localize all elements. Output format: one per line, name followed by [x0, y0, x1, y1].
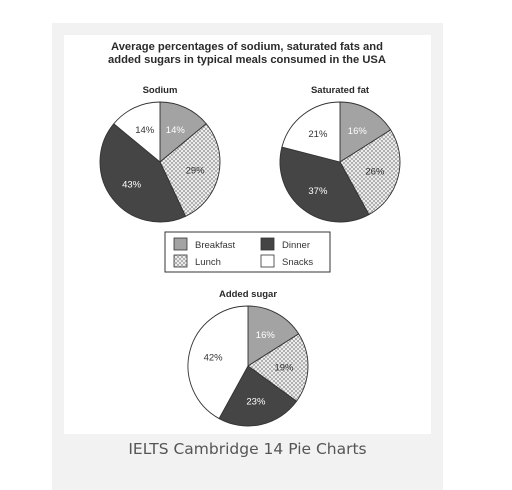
legend-swatch-dinner	[261, 238, 274, 250]
image-caption: IELTS Cambridge 14 Pie Charts	[128, 440, 367, 458]
pie-label-sodium-dinner: 43%	[122, 179, 142, 191]
pie-label-saturated-fat-snacks: 21%	[308, 129, 328, 141]
legend-swatch-lunch	[174, 255, 187, 267]
pie-label-added-sugar-lunch: 19%	[274, 362, 294, 374]
pie-charts-svg	[64, 35, 431, 434]
pie-title-sodium: Sodium	[142, 85, 178, 96]
chart-figure	[64, 35, 431, 434]
legend-label-lunch: Lunch	[195, 257, 221, 268]
pie-label-saturated-fat-breakfast: 16%	[347, 126, 367, 137]
pie-label-sodium-breakfast: 14%	[165, 124, 185, 136]
legend	[165, 232, 330, 272]
pie-label-added-sugar-breakfast: 16%	[255, 330, 275, 341]
pie-label-saturated-fat-dinner: 37%	[308, 185, 328, 197]
legend-swatch-snacks	[261, 255, 274, 267]
legend-label-dinner: Dinner	[282, 240, 310, 251]
pie-title-added-sugar: Added sugar	[218, 289, 278, 300]
pie-label-sodium-snacks: 14%	[135, 124, 155, 136]
legend-label-snacks: Snacks	[282, 257, 314, 268]
pie-label-saturated-fat-lunch: 26%	[365, 166, 385, 178]
pie-label-added-sugar-snacks: 42%	[203, 352, 223, 364]
legend-label-breakfast: Breakfast	[195, 240, 236, 251]
pie-label-sodium-lunch: 29%	[185, 165, 205, 177]
pie-label-added-sugar-dinner: 23%	[246, 396, 266, 408]
chart-title-line-1: Average percentages of sodium, saturated fats and	[111, 41, 383, 53]
chart-title-line-2: added sugars in typical meals consumed in the USA	[108, 54, 386, 66]
legend-swatch-breakfast	[174, 238, 187, 250]
pie-title-saturated-fat: Saturated fat	[310, 85, 370, 96]
